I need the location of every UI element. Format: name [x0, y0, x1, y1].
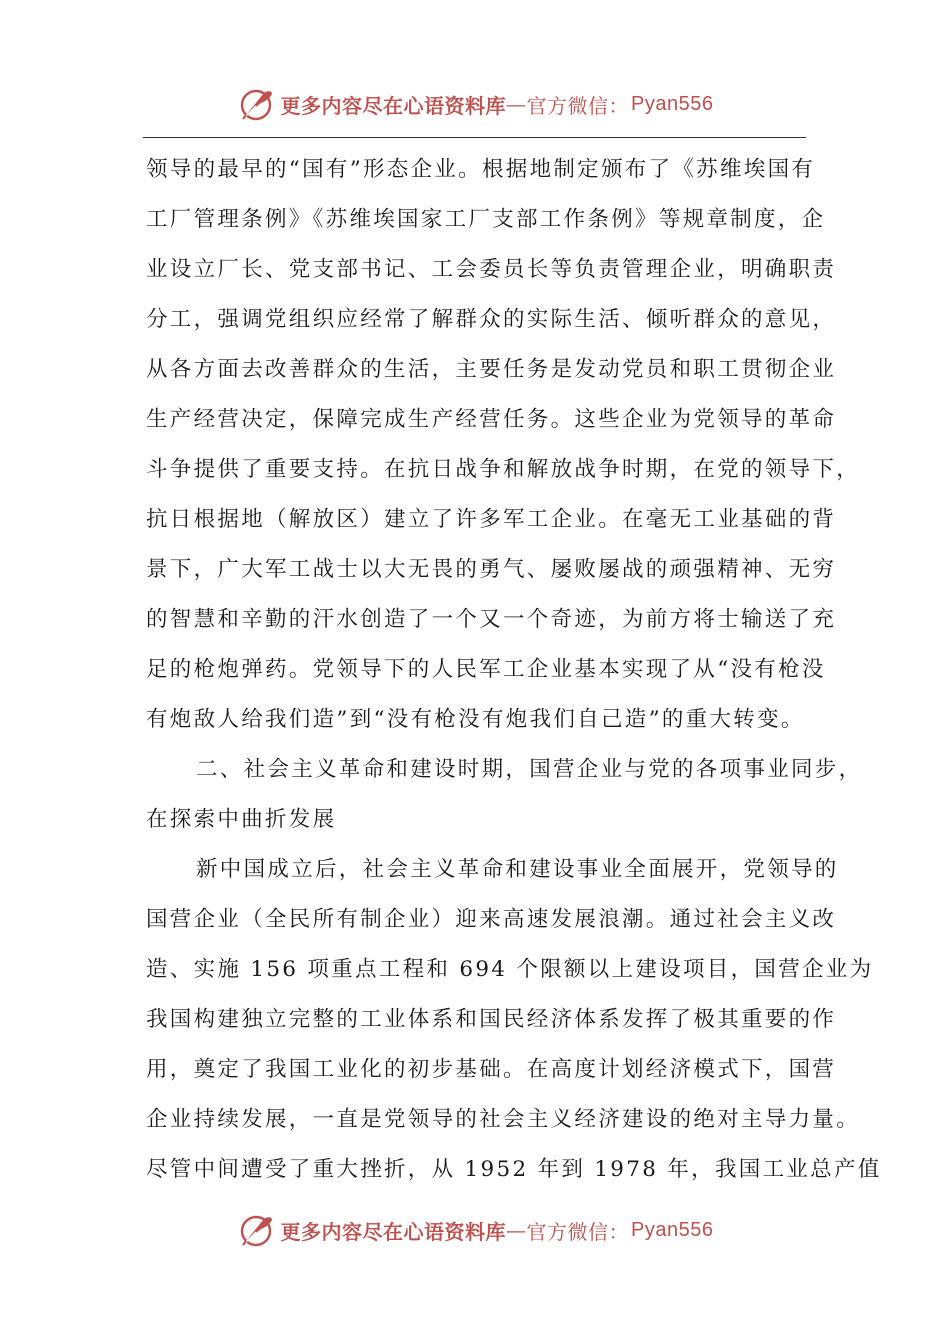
- text-line: 景下，广大军工战士以大无畏的勇气、屡败屡战的顽强精神、无穷: [146, 557, 837, 582]
- watermark-separator: —: [506, 1218, 527, 1242]
- text-line: 分工，强调党组织应经常了解群众的实际生活、倾听群众的意见，: [146, 307, 837, 332]
- text-line: 的智慧和辛勤的汗水创造了一个又一个奇迹，为前方将士输送了充: [146, 607, 837, 632]
- watermark-site-name: 更多内容尽在心语资料库: [280, 1219, 507, 1244]
- header-watermark: [0, 84, 950, 124]
- paragraph-3: [146, 845, 882, 1195]
- text-line: 抗日根据地（解放区）建立了许多军工企业。在毫无工业基础的背: [146, 507, 837, 532]
- text-line: 业设立厂长、党支部书记、工会委员长等负责管理企业，明确职责: [146, 257, 837, 282]
- heading-line: 在探索中曲折发展: [146, 807, 337, 832]
- quill-logo-icon: [237, 84, 277, 124]
- text-line: 领导的最早的“国有”形态企业。根据地制定颁布了《苏维埃国有: [146, 157, 816, 182]
- watermark-site-name: 更多内容尽在心语资料库: [280, 93, 507, 118]
- text-line: 我国构建独立完整的工业体系和国民经济体系发挥了极其重要的作: [146, 1007, 837, 1032]
- paragraph-1: [146, 145, 861, 745]
- text-line: 斗争提供了重要支持。在抗日战争和解放战争时期，在党的领导下，: [146, 457, 861, 482]
- watermark-separator: —: [506, 92, 527, 116]
- text-line: 生产经营决定，保障完成生产经营任务。这些企业为党领导的革命: [146, 407, 837, 432]
- section-heading-2: [146, 745, 863, 845]
- watermark-wechat-id: Pyan556: [631, 1218, 714, 1241]
- watermark-official-label: 官方微信：: [526, 93, 630, 118]
- text-line: 用，奠定了我国工业化的初步基础。在高度计划经济模式下，国营: [146, 1057, 837, 1082]
- text-line: 国营企业（全民所有制企业）迎来高速发展浪潮。通过社会主义改: [146, 907, 837, 932]
- text-line: 企业持续发展，一直是党领导的社会主义经济建设的绝对主导力量。: [146, 1107, 861, 1132]
- text-line: 从各方面去改善群众的生活，主要任务是发动党员和职工贯彻企业: [146, 357, 837, 382]
- header-rule: [143, 137, 806, 138]
- text-line: 工厂管理条例》《苏维埃国家工厂支部工作条例》等规章制度，企: [146, 207, 826, 232]
- text-line: 造、实施 156 项重点工程和 694 个限额以上建设项目，国营企业为: [146, 957, 874, 982]
- text-line: 新中国成立后，社会主义革命和建设事业全面展开，党领导的: [196, 857, 839, 882]
- document-body: [146, 145, 882, 1195]
- text-line: 有炮敌人给我们造”到“没有枪没有炮我们自己造”的重大转变。: [146, 707, 805, 732]
- watermark-official-label: 官方微信：: [526, 1219, 630, 1244]
- heading-line: 二、社会主义革命和建设时期，国营企业与党的各项事业同步，: [196, 757, 863, 782]
- quill-logo-icon: [237, 1210, 277, 1250]
- text-line: 足的枪炮弹药。党领导下的人民军工企业基本实现了从“没有枪没: [146, 657, 826, 682]
- footer-watermark: [0, 1210, 950, 1250]
- watermark-wechat-id: Pyan556: [631, 92, 714, 115]
- text-line: 尽管中间遭受了重大挫折，从 1952 年到 1978 年，我国工业总产值: [146, 1157, 882, 1182]
